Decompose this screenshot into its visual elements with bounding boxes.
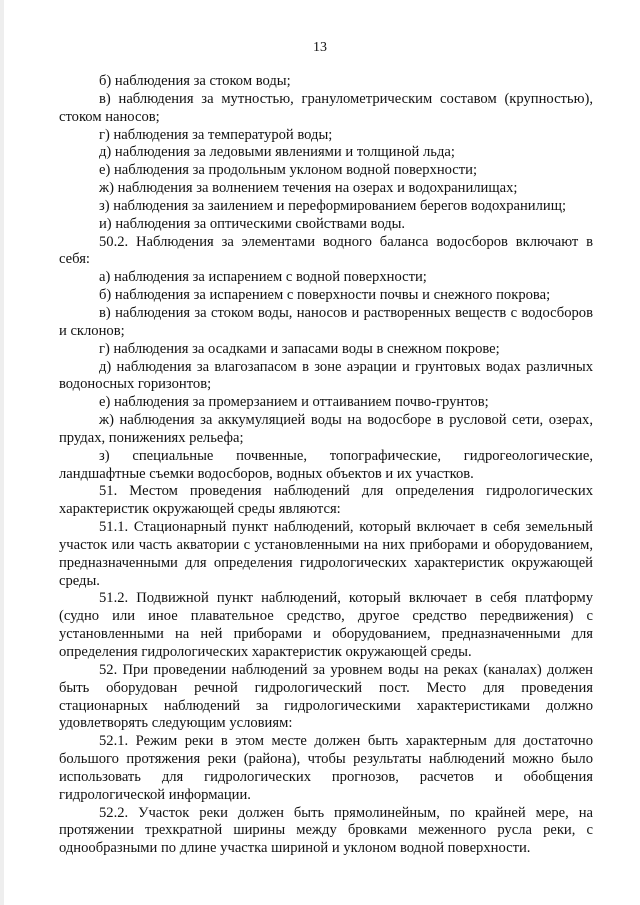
list-item-d-ice: д) наблюдения за ледовыми явлениями и толщиной льда; (99, 144, 455, 161)
clause-51: 51. Местом проведения наблюдений для определения гидрологических характеристик окружающей среды являются: (59, 483, 593, 518)
list-item-b-evaporation-soil: б) наблюдения за испарением с поверхности почвы и снежного покрова; (99, 287, 551, 304)
list-item-v-runoff-catchment: в) наблюдения за стоком воды, наносов и растворенных веществ с водосборов и склонов; (59, 304, 593, 339)
list-item-zh-waves: ж) наблюдения за волнением течения на озерах и водохранилищах; (99, 180, 518, 197)
list-item-g-precipitation: г) наблюдения за осадками и запасами воды в снежном покрове; (99, 340, 500, 357)
list-item-d-moisture: д) наблюдения за влагозапасом в зоне аэрации и грунтовых водах различных водоносных горизонтов; (59, 358, 593, 393)
clause-51-1: 51.1. Стационарный пункт наблюдений, который включает в себя земельный участок или часть акватории с установленными на них приборами и оборудованием, предназначенными для определения гидрологических характеристик окружающей среды. (59, 519, 593, 589)
list-item-a-evaporation-water: а) наблюдения за испарением с водной поверхности; (99, 269, 427, 286)
document-body (59, 73, 593, 858)
list-item-v-turbidity: в) наблюдения за мутностью, гранулометрическим составом (крупностью), стоком наносов; (59, 90, 593, 125)
list-item-b-runoff: б) наблюдения за стоком воды; (99, 73, 291, 89)
list-item-i-optical: и) наблюдения за оптическими свойствами воды. (99, 215, 406, 232)
clause-52-1: 52.1. Режим реки в этом месте должен быть характерным для достаточно большого протяжения реки (района), чтобы результаты наблюдений можно было использовать для гидрологических прогнозов, расчетов и обобщения гидрологической информации. (59, 733, 593, 803)
clause-52: 52. При проведении наблюдений за уровнем воды на реках (каналах) должен быть оборудован речной гидрологический пост. Место для проведения стационарных наблюдений за гидрологическими характеристиками должно удовлетворять следующим условиям: (59, 661, 593, 732)
list-item-g-water-temperature: г) наблюдения за температурой воды; (99, 126, 333, 143)
clause-51-2: 51.2. Подвижной пункт наблюдений, который включает в себя платформу (судно или иное плавательное средство, другое средство передвижения) с установленными на ней приборами и оборудованием, предназначенными для определения гидрологических характеристик окружающей среды. (59, 590, 593, 660)
list-item-e-freezing: е) наблюдения за промерзанием и оттаиванием почво-грунтов; (99, 394, 489, 411)
page-number: 13 (313, 40, 327, 55)
list-item-z-surveys: з) специальные почвенные, топографические, гидрогеологические, ландшафтные съемки водосборов, водных объектов и их участков. (59, 447, 593, 482)
scan-edge-mark (0, 0, 4, 905)
clause-50-2: 50.2. Наблюдения за элементами водного баланса водосборов включают в себя: (59, 233, 593, 268)
list-item-e-slope: е) наблюдения за продольным уклоном водной поверхности; (99, 162, 478, 179)
list-item-z-siltation: з) наблюдения за заилением и переформированием берегов водохранилищ; (99, 197, 566, 214)
clause-52-2: 52.2. Участок реки должен быть прямолинейным, по крайней мере, на протяжении трехкратной ширины между бровками меженного русла реки, с однообразными по длине участка шириной и уклоном водной поверхности. (59, 804, 593, 857)
list-item-zh-accumulation: ж) наблюдения за аккумуляцией воды на водосборе в русловой сети, озерах, прудах, понижениях рельефа; (59, 412, 593, 446)
